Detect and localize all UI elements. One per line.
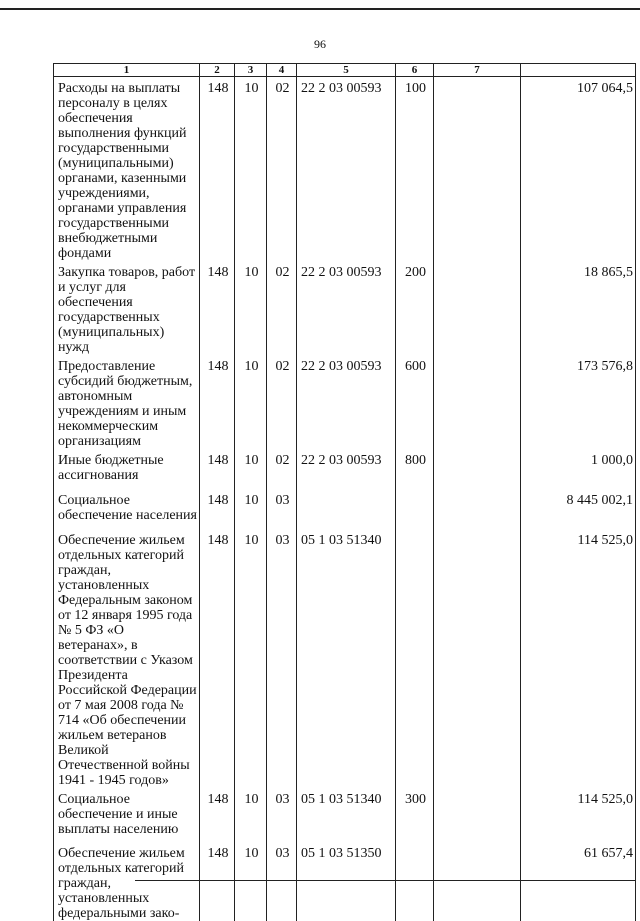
row-name: Закупка товаров, работ и услуг для обеспечения государственных (муниципальных) нужд [54,261,200,355]
budget-table [53,63,636,921]
row-col4: 03 [267,529,297,788]
row-col2: 148 [200,529,235,788]
row-col6 [396,529,434,788]
row-col3: 10 [235,489,267,529]
row-col2: 148 [200,842,235,921]
row-amount: 8 445 002,1 [521,489,636,529]
row-col4: 02 [267,355,297,449]
column-header-5: 5 [297,64,396,77]
row-col2: 148 [200,261,235,355]
row-name: Обеспечение жильем отдельных категорий граждан, установленных Федеральным законом от 12 января 1995 года № 5 ФЗ «О ветеранах», в соответствии с Указом Президента Российской Федерации от 7 мая 2008 года № 714 «Об обеспечении жильем ветеранов Великой Отечественной войны 1941 - 1945 годов» [54,529,200,788]
row-col6 [396,842,434,921]
row-col4: 02 [267,449,297,489]
row-col6: 200 [396,261,434,355]
row-col4: 03 [267,489,297,529]
row-amount: 114 525,0 [521,788,636,842]
row-col7 [434,529,521,788]
table-row [54,842,636,921]
row-col5: 22 2 03 00593 [297,77,396,262]
row-amount: 1 000,0 [521,449,636,489]
table-row [54,261,636,355]
row-col4: 02 [267,77,297,262]
table-row [54,489,636,529]
row-col5 [297,489,396,529]
row-col4: 03 [267,842,297,921]
row-col6: 600 [396,355,434,449]
column-header-4: 4 [267,64,297,77]
row-col3: 10 [235,449,267,489]
row-col2: 148 [200,355,235,449]
top-rule [0,8,640,10]
row-amount: 18 865,5 [521,261,636,355]
table-row [54,449,636,489]
row-name: Обеспечение жильем отдельных категорий граждан, установленных федеральными зако- [54,842,200,921]
column-header-7: 7 [434,64,521,77]
row-col7 [434,261,521,355]
column-header-6: 6 [396,64,434,77]
row-col7 [434,788,521,842]
column-header-2: 2 [200,64,235,77]
row-name: Предоставление субсидий бюджетным, автономным учреждениям и иным некоммерческим организациям [54,355,200,449]
row-name: Иные бюджетные ассигнования [54,449,200,489]
row-col3: 10 [235,355,267,449]
table-row [54,788,636,842]
row-col3: 10 [235,842,267,921]
row-col3: 10 [235,788,267,842]
row-amount: 107 064,5 [521,77,636,262]
row-col3: 10 [235,261,267,355]
row-col5: 05 1 03 51340 [297,788,396,842]
row-col6: 800 [396,449,434,489]
row-col6: 300 [396,788,434,842]
row-col5: 05 1 03 51350 [297,842,396,921]
row-col4: 02 [267,261,297,355]
row-col2: 148 [200,788,235,842]
row-col3: 10 [235,529,267,788]
page-number: 96 [314,37,326,51]
row-col2: 148 [200,489,235,529]
row-col7 [434,489,521,529]
row-amount: 61 657,4 [521,842,636,921]
table-row [54,77,636,262]
row-col5: 22 2 03 00593 [297,355,396,449]
row-col7 [434,842,521,921]
row-col7 [434,449,521,489]
table-row [54,355,636,449]
table-row [54,529,636,788]
row-col2: 148 [200,77,235,262]
row-name: Расходы на выплаты персоналу в целях обеспечения выполнения функций государственными (муниципальными) органами, казенными учреждениями, органами управления государственными внебюджетными фондами [54,77,200,262]
row-col6: 100 [396,77,434,262]
row-name: Социальное обеспечение и иные выплаты населению [54,788,200,842]
row-col7 [434,355,521,449]
row-col5: 22 2 03 00593 [297,261,396,355]
row-col7 [434,77,521,262]
row-col5: 22 2 03 00593 [297,449,396,489]
column-header-8 [521,64,636,77]
row-name: Социальное обеспечение населения [54,489,200,529]
row-col4: 03 [267,788,297,842]
row-amount: 173 576,8 [521,355,636,449]
row-col5: 05 1 03 51340 [297,529,396,788]
row-col3: 10 [235,77,267,262]
row-col6 [396,489,434,529]
column-header-3: 3 [235,64,267,77]
row-col2: 148 [200,449,235,489]
column-header-1: 1 [54,64,200,77]
header-row [54,64,636,77]
row-amount: 114 525,0 [521,529,636,788]
bottom-rule [135,880,635,881]
